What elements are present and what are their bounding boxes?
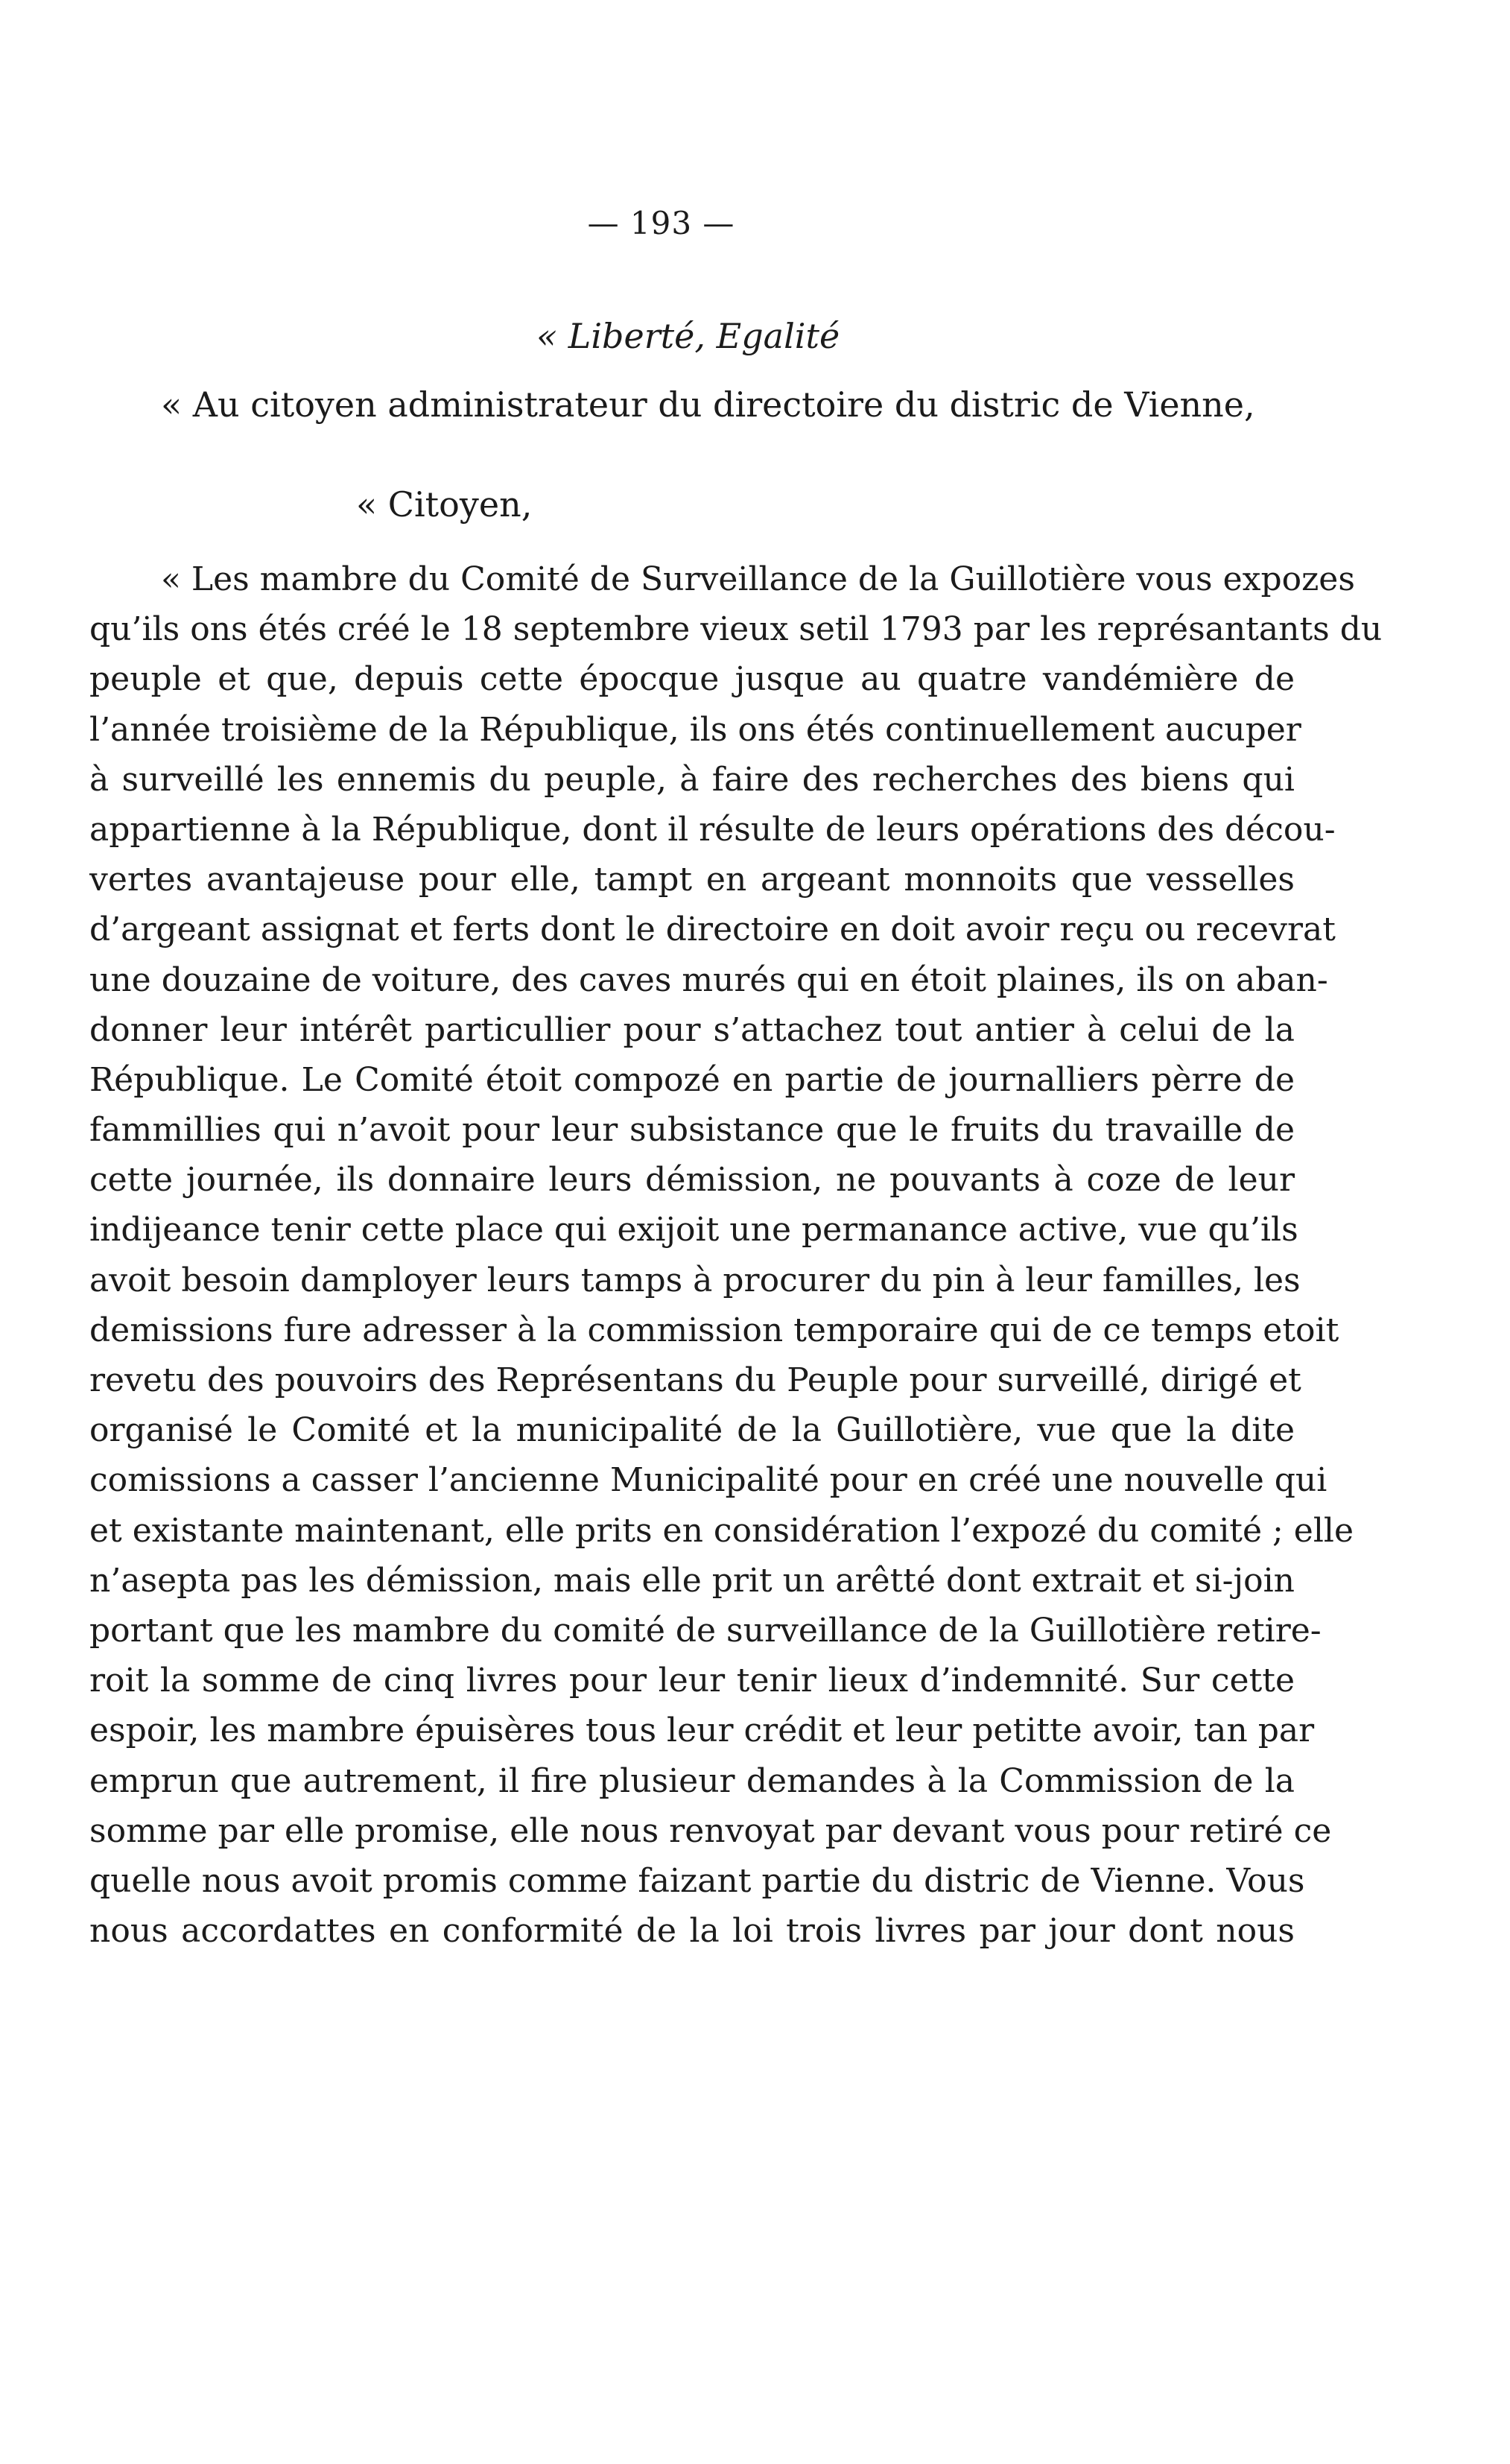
body-line: nous accordattes en conformité de la loi trois livres par jour dont nous [89, 1912, 1295, 1951]
body-line: donner leur intérêt particullier pour s’attachez tout antier à celui de la [89, 1010, 1295, 1049]
body-line: comissions a casser l’ancienne Municipalité pour en créé une nouvelle qui [89, 1461, 1327, 1500]
body-line: « Les mambre du Comité de Surveillance de la Guillotière vous expozes [161, 560, 1355, 598]
body-line: une douzaine de voiture, des caves murés qui en étoit plaines, ils on aban- [89, 960, 1328, 999]
letter-body [89, 554, 1383, 1956]
body-line: République. Le Comité étoit compozé en partie de journalliers pèrre de [89, 1060, 1295, 1099]
body-line: demissions fure adresser à la commission temporaire qui de ce temps etoit [89, 1311, 1339, 1349]
body-line: revetu des pouvoirs des Représentans du Peuple pour surveillé, dirigé et [89, 1361, 1301, 1399]
body-line: organisé le Comité et la municipalité de la Guillotière, vue que la dite [89, 1411, 1295, 1450]
body-line: fammillies qui n’avoit pour leur subsistance que le fruits du travaille de [89, 1111, 1295, 1150]
letter-opening: « Citoyen, [356, 484, 533, 525]
body-line: avoit besoin damployer leurs tamps à procurer du pin à leur familles, les [89, 1261, 1301, 1299]
body-line: n’asepta pas les démission, mais elle prit un arêtté dont extrait et si-join [89, 1561, 1295, 1600]
letter-addressee: « Au citoyen administrateur du directoire du distric de Vienne, [161, 384, 1255, 425]
body-line: qu’ils ons étés créé le 18 septembre vieux setil 1793 par les représantants du [89, 610, 1383, 649]
body-line: portant que les mambre du comité de surveillance de la Guillotière retire- [89, 1611, 1322, 1650]
page-number: — 193 — [587, 205, 735, 241]
body-line: quelle nous avoit promis comme faizant partie du distric de Vienne. Vous [89, 1861, 1305, 1900]
body-line: l’année troisième de la République, ils ons étés continuellement aucuper [89, 710, 1301, 749]
body-line: peuple et que, depuis cette épocque jusque au quatre vandémière de [89, 660, 1295, 699]
body-line: roit la somme de cinq livres pour leur tenir lieux d’indemnité. Sur cette [89, 1662, 1295, 1700]
body-line: somme par elle promise, elle nous renvoyat par devant vous pour retiré ce [89, 1811, 1332, 1850]
body-line: cette journée, ils donnaire leurs démission, ne pouvants à coze de leur [89, 1161, 1295, 1200]
letter-motto: « Liberté, Egalité [536, 316, 840, 356]
body-line: appartienne à la République, dont il résulte de leurs opérations des décou- [89, 810, 1336, 849]
body-line: indijeance tenir cette place qui exijoit une permanance active, vue qu’ils [89, 1211, 1298, 1250]
body-line: à surveillé les ennemis du peuple, à faire des recherches des biens qui [89, 760, 1295, 799]
body-line: espoir, les mambre épuisères tous leur crédit et leur petitte avoir, tan par [89, 1711, 1315, 1750]
body-line: emprun que autrement, il fire plusieur demandes à la Commission de la [89, 1761, 1295, 1800]
body-line: et existante maintenant, elle prits en considération l’expozé du comité ; elle [89, 1511, 1354, 1550]
body-line: vertes avantajeuse pour elle, tampt en argeant monnoits que vesselles [89, 861, 1295, 899]
body-line: d’argeant assignat et ferts dont le directoire en doit avoir reçu ou recevrat [89, 910, 1336, 949]
